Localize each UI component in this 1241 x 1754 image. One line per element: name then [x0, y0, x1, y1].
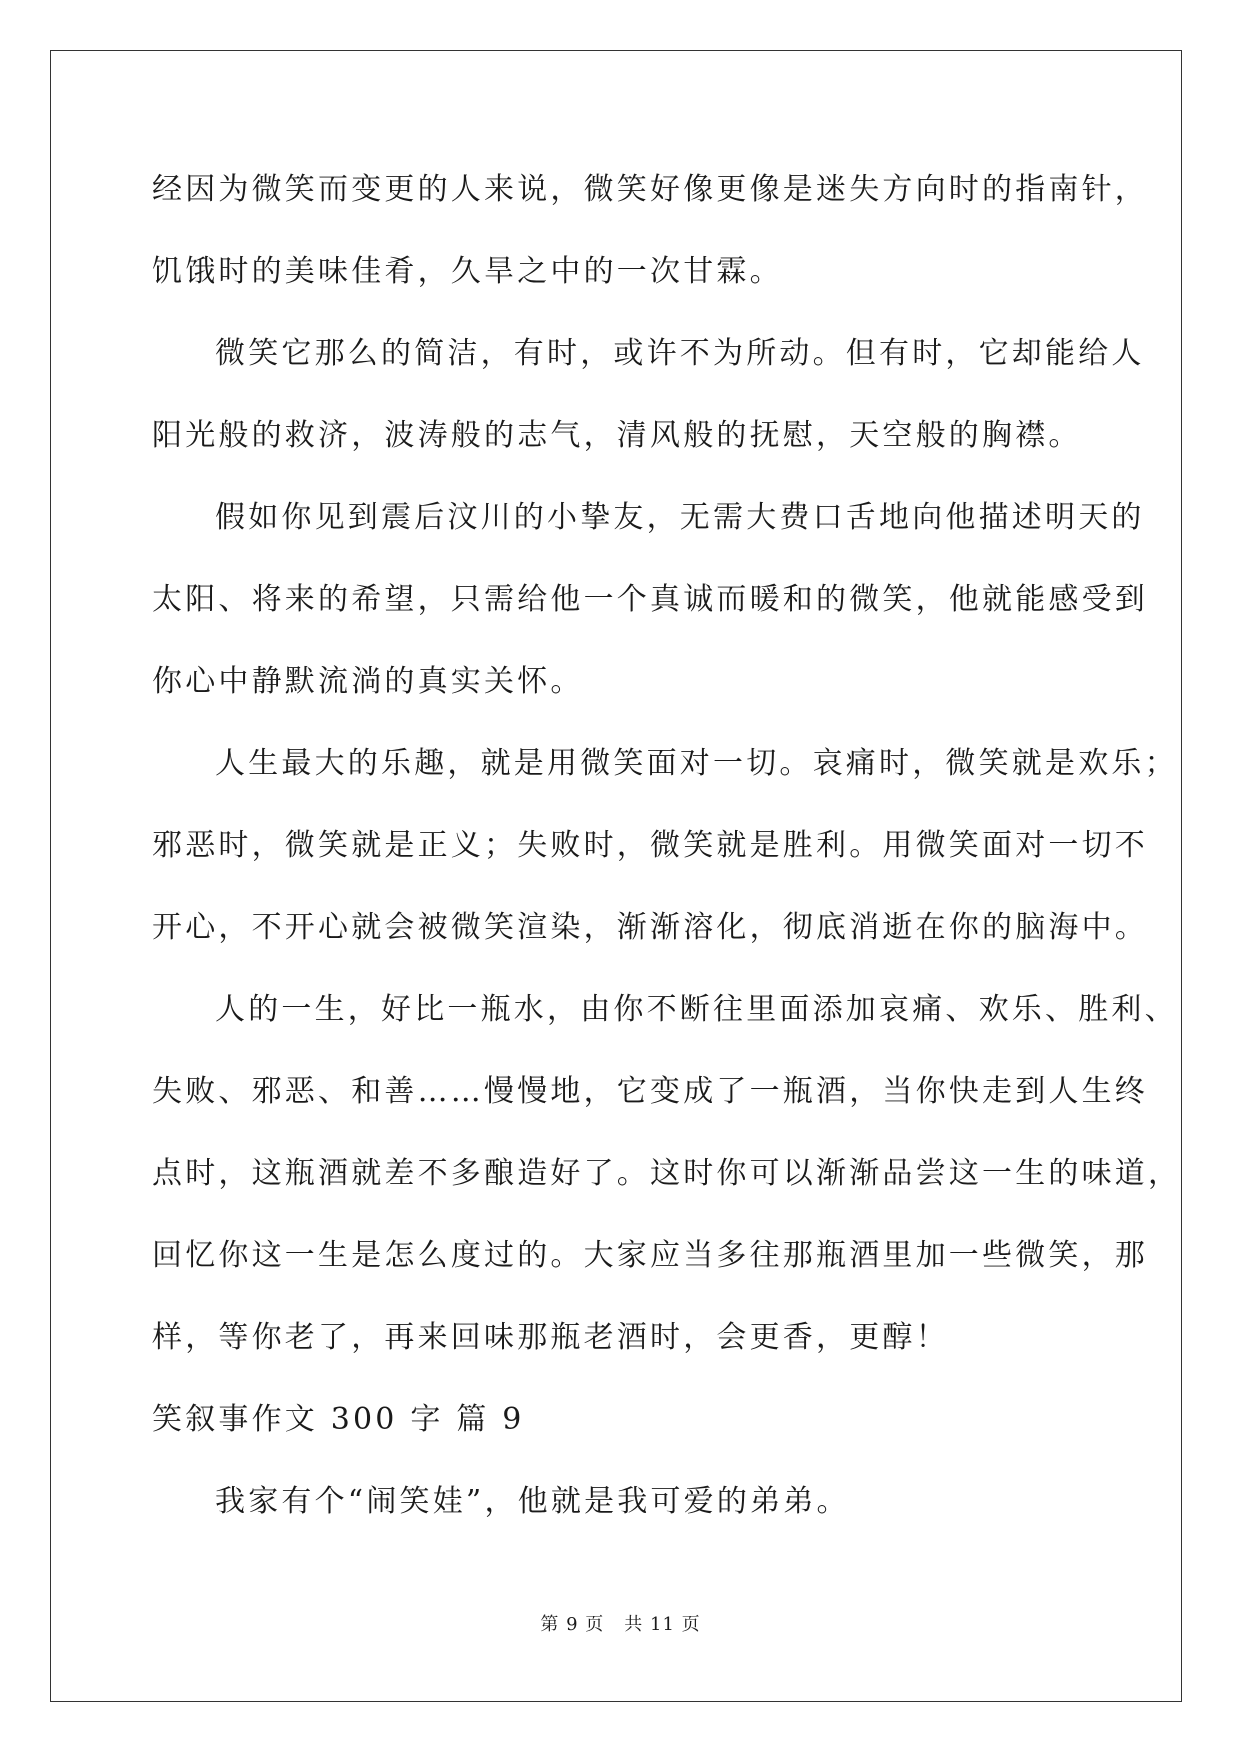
- page-number-current: 第 9 页: [540, 1614, 605, 1635]
- text-line: 开心，不开心就会被微笑渲染，渐渐溶化，彻底消逝在你的脑海中。: [152, 910, 1148, 945]
- text-line: 点时，这瓶酒就差不多酿造好了。这时你可以渐渐品尝这一生的味道，: [152, 1156, 1182, 1191]
- text-line: 经因为微笑而变更的人来说，微笑好像更像是迷失方向时的指南针，: [152, 172, 1148, 207]
- paragraph-start: 人的一生，好比一瓶水，由你不断往里面添加哀痛、欢乐、胜利、: [215, 992, 1178, 1027]
- paragraph-start: 人生最大的乐趣，就是用微笑面对一切。哀痛时，微笑就是欢乐；: [215, 746, 1178, 781]
- page-number-total: 共 11 页: [624, 1614, 701, 1635]
- text-line: 失败、邪恶、和善……慢慢地，它变成了一瓶酒，当你快走到人生终: [152, 1074, 1148, 1109]
- page-footer: [0, 1610, 1241, 1636]
- text-line: 饥饿时的美味佳肴，久旱之中的一次甘霖。: [152, 254, 783, 289]
- text-line: 太阳、将来的希望，只需给他一个真诚而暖和的微笑，他就能感受到: [152, 582, 1148, 617]
- text-line: 你心中静默流淌的真实关怀。: [152, 664, 584, 699]
- document-body: [152, 160, 1182, 1554]
- section-heading: 笑叙事作文 300 字 篇 9: [152, 1402, 525, 1437]
- paragraph-start: 假如你见到震后汶川的小挚友，无需大费口舌地向他描述明天的: [215, 500, 1145, 535]
- paragraph-start: 微笑它那么的简洁，有时，或许不为所动。但有时，它却能给人: [215, 336, 1145, 371]
- paragraph-start: 我家有个“闹笑娃”，他就是我可爱的弟弟。: [215, 1484, 850, 1519]
- text-line: 回忆你这一生是怎么度过的。大家应当多往那瓶酒里加一些微笑，那: [152, 1238, 1148, 1273]
- text-line: 样，等你老了，再来回味那瓶老酒时，会更香，更醇！: [152, 1320, 949, 1355]
- text-line: 邪恶时，微笑就是正义；失败时，微笑就是胜利。用微笑面对一切不: [152, 828, 1148, 863]
- text-line: 阳光般的救济，波涛般的志气，清风般的抚慰，天空般的胸襟。: [152, 418, 1082, 453]
